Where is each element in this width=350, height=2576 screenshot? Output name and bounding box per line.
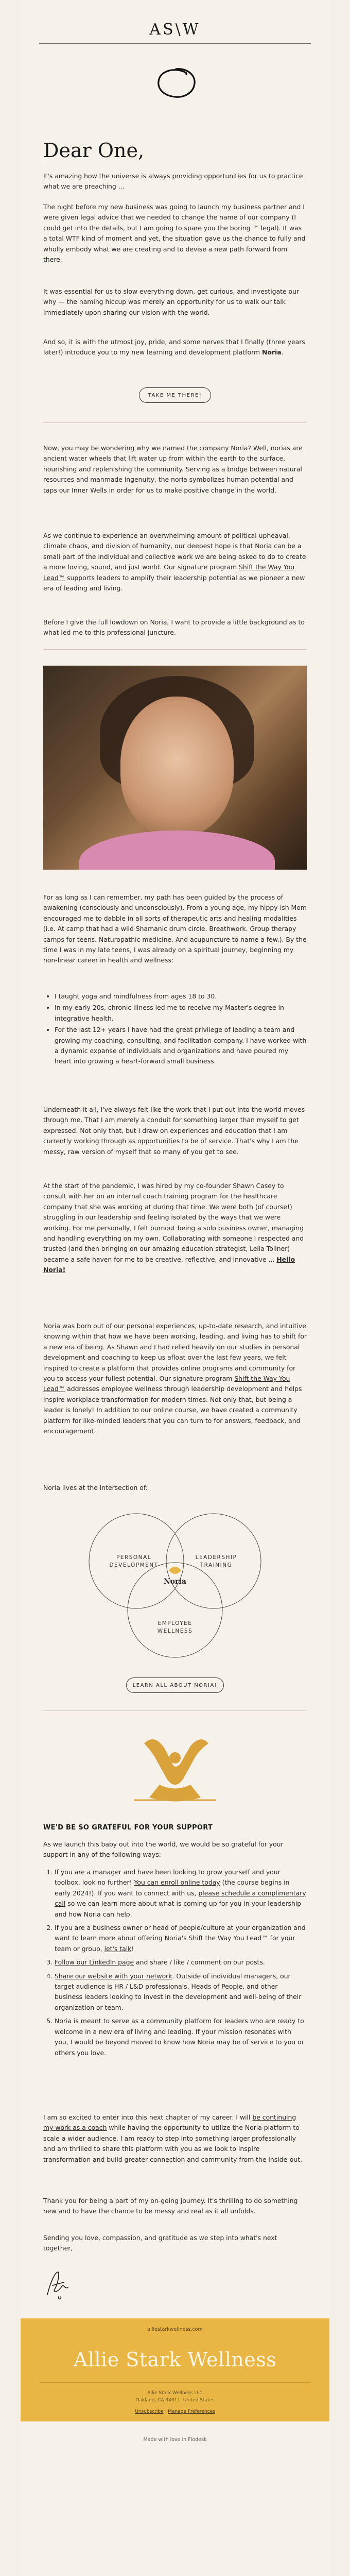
story-paragraph-1: For as long as I can remember, my path has been guided by the process of awakening (consciously and unconsciously). From a young age, my hippy-ish Mom encouraged me to dabble in all sorts of therapeutic arts and healing modalities (i.e. At camp that had a wild Shamanic drum circle. Breathwork. Group therapy camps for teens. Naturopathic medicine. And acupuncture to name a few.). By the time I was in my late teens, I was already on a spiritual journey, beginning my non-linear career in health and wellness:	[43, 893, 307, 964]
logo: AS\W	[149, 21, 201, 39]
share-website-link[interactable]: Share our website with your network	[55, 1972, 172, 1980]
signature-icon	[43, 2267, 74, 2303]
list-item: • I taught yoga and mindfulness from ages 18 to 30.	[55, 991, 307, 1002]
thanks-paragraph: Thank you for being a part of my on-going journey. It's thrilling to do something new and to have the chance to be messy and real as it all unfolds.	[43, 2197, 298, 2215]
coaching-link[interactable]: be continuing my work as a coach	[43, 2113, 296, 2132]
section-divider-3	[43, 1710, 307, 1711]
list-item: 4. Share our website with your network. Outside of individual managers, our target audience is HR / L&D professionals, Heads of People, and other business leaders looking to invest in the development and well-being of their organization or team.	[55, 1971, 307, 2013]
follow-linkedin-link[interactable]: Follow our LinkedIn page	[55, 1958, 134, 1967]
venn-label-employee-wellness: EMPLOYEE WELLNESS	[157, 1620, 193, 1634]
hello-noria-link[interactable]: Hello Noria!	[43, 1255, 295, 1274]
shift-the-way-link-2[interactable]: Shift the Way You Lead™	[43, 1375, 290, 1393]
hand-drawn-circle-icon	[155, 66, 198, 100]
noria-name: Noria	[261, 348, 282, 357]
yoga-pose-illustration	[124, 1728, 226, 1810]
venn-circle-bottom	[128, 1563, 222, 1657]
section-divider-2	[43, 649, 307, 650]
lets-talk-link[interactable]: let's talk	[104, 1944, 132, 1953]
story-paragraph-3: At the start of the pandemic, I was hired by my co-founder Shawn Casey to consult with her on an internal coach training program for the healthcare company that she was working at during that time. We were both (of course!) struggling in our leadership and feeling isolated by the ways that we were working. For me personally, I felt burnout being a solo business owner, managing and handling everything on my own. Collaborating with someone I respected and trusted (and then bringing on our amazing education strategist, Lelia Tollner) became a safe haven for me to be creative, reflective, and innovative ... Hello Noria!	[43, 1182, 304, 1274]
list-item: • In my early 20s, chronic illness led me to receive my Master's degree in integrative health.	[55, 1003, 307, 1024]
unsubscribe-link[interactable]: Unsubscribe	[135, 2409, 164, 2414]
venn-center-mark	[169, 1567, 181, 1574]
intro-paragraph-1: It's amazing how the universe is always providing opportunities for us to practice what we are preaching ...	[43, 172, 303, 191]
about-paragraph-2: As we continue to experience an overwhelming amount of political upheaval, climate chaos, and division of humanity, our deepest hope is that Noria can be a small part of the individual and collective work we are being asked to do to create a more loving, sound, and just world. Our signature program Shift the Way You Lead™ supports leaders to amplify their leadership potential as we pioneer a new era of leading and living.	[43, 532, 306, 592]
story-paragraph-5: Noria lives at the intersection of:	[43, 1484, 148, 1492]
list-item: 3. Follow our LinkedIn page and share / like / comment on our posts.	[55, 1957, 307, 1968]
support-heading: WE'D BE SO GRATEFUL FOR YOUR SUPPORT	[43, 1824, 213, 1832]
list-item: 1. If you are a manager and have been looking to grow yourself and your toolbox, look no further! You can enroll online today (the course begins in early 2024!). If you want to connect with us, please schedule a complimentary call so we can learn more about what is coming up for you in your leadership and how Noria can help.	[55, 1867, 307, 1920]
learn-about-noria-button[interactable]: LEARN ALL ABOUT NORIA!	[126, 1677, 224, 1693]
footer-links: Unsubscribe · Manage Preferences	[135, 2409, 215, 2414]
made-with-flodesk[interactable]: Made with love in Flodesk	[143, 2437, 207, 2443]
career-bullet-list	[55, 991, 307, 1068]
intro-paragraph-3: It was essential for us to slow everything down, get curious, and investigate our why — the naming hiccup was merely an opportunity for us to walk our talk immediately upon sharing our vision with the world.	[43, 287, 300, 316]
list-item: • For the last 12+ years I have had the great privilege of leading a team and growing my coaching, consulting, and facilitation company. I have worked with a dynamic expanse of individuals and organizations and have poured my heart into growing a heart-forward small business.	[55, 1025, 307, 1067]
schedule-call-link[interactable]: please schedule a complimentary call	[55, 1889, 306, 1908]
greeting-heading: Dear One,	[43, 139, 145, 162]
support-paragraph-after: I am so excited to enter into this next chapter of my career. I will be continuing my work as a coach while having the opportunity to utilize the Noria platform to scale a wider audience. I am ready to step into something larger professionally and am thrilled to share this platform with you as we look to inspire transformation and build greater connection and community from the inside-out.	[43, 2113, 303, 2163]
support-list	[55, 1867, 307, 2061]
story-paragraph-4: Noria was born out of our personal experiences, up-to-date research, and intuitive knowing within that how we have been working, leading, and living has to shift for a new era of being. As Shawn and I had relied heavily on our studies in personal development and coaching to keep us afloat over the last few years, we felt inspired to create a platform that provides online programs and community for you to access your fullest potential. Our signature program Shift the Way You Lead™ addresses employee wellness through leadership development and helps inspire workplace transformation for modern times. Not only that, but being a leader is lonely! In addition to our online course, we have created a community platform for like-minded leaders that you can turn to for answers, feedback, and encouragement.	[43, 1322, 307, 1435]
venn-center-noria: Noria	[164, 1578, 186, 1586]
email-card	[21, 0, 329, 2576]
childhood-photo	[43, 666, 307, 870]
enroll-online-link[interactable]: You can enroll online today	[134, 1878, 220, 1887]
take-me-there-button[interactable]: TAKE ME THERE!	[139, 387, 211, 403]
about-paragraph-3: Before I give the full lowdown on Noria, I want to provide a little background as to what led me to this professional juncture.	[43, 618, 305, 637]
footer-brand-name: Allie Stark Wellness	[73, 2348, 277, 2371]
venn-label-leadership-training: LEADERSHIP TRAINING	[195, 1554, 237, 1568]
closing-paragraph: Sending you love, compassion, and gratitude as we step into what's next together,	[43, 2234, 277, 2252]
shift-the-way-link[interactable]: Shift the Way You Lead™	[43, 563, 295, 582]
story-paragraph-2: Underneath it all, I've always felt like the work that I put out into the world moves through me. That I am merely a conduit for something larger than myself to get expressed. Not only that, but I draw on experiences and education that I am currently working through as opportunities to be of service. That's why I am the messy, raw version of myself that so many of you get to see.	[43, 1106, 305, 1156]
header-divider	[39, 43, 311, 44]
footer-website-link[interactable]: alliestarkwellness.com	[147, 2327, 203, 2332]
intro-paragraph-2: The night before my new business was going to launch my business partner and I were given legal advice that we needed to change the name of our company (I could get into the details, but I am going to spare you the boring ™ legal). It was a total WTF kind of moment and yet, the situation gave us the chance to fully and wholly embody what we are creating and to devise a new path forward from there.	[43, 203, 306, 264]
venn-diagram	[51, 1510, 299, 1659]
support-intro: As we launch this baby out into the world, we would be so grateful for your support in any of the following ways:	[43, 1840, 284, 1859]
footer-divider	[39, 2382, 311, 2383]
footer-address: Allie Stark Wellness LLC Oakland, CA 94611, United States	[135, 2391, 215, 2403]
list-item: 5. Noria is meant to serve as a community platform for leaders who are ready to welcome in a new era of living and leading. If your mission resonates with you, I would be beyond moved to know how Noria may be of service to you or others you love.	[55, 2016, 307, 2058]
footer-banner	[21, 2318, 329, 2421]
intro-paragraph-4: And so, it is with the utmost joy, pride, and some nerves that I finally (three years later!) introduce you to my new learning and development platform Noria.	[43, 338, 305, 357]
about-paragraph-1: Now, you may be wondering why we named the company Noria? Well, norias are ancient water wheels that lift water up from within the earth to the surface, nourishing and replenishing the community. Serving as a bridge between natural resources and manmade ingenuity, the noria symbolizes human potential and taps our Inner Wells in order for us to make positive change in the world.	[43, 444, 303, 494]
list-item: 2. If you are a business owner or head of people/culture at your organization and want to learn more about offering Noria's Shift the Way You Lead™ for your team or group, let's talk!	[55, 1923, 307, 1954]
venn-label-personal-development: PERSONAL DEVELOPMENT	[109, 1554, 159, 1568]
section-divider	[43, 422, 307, 423]
manage-preferences-link[interactable]: Manage Preferences	[168, 2409, 215, 2414]
